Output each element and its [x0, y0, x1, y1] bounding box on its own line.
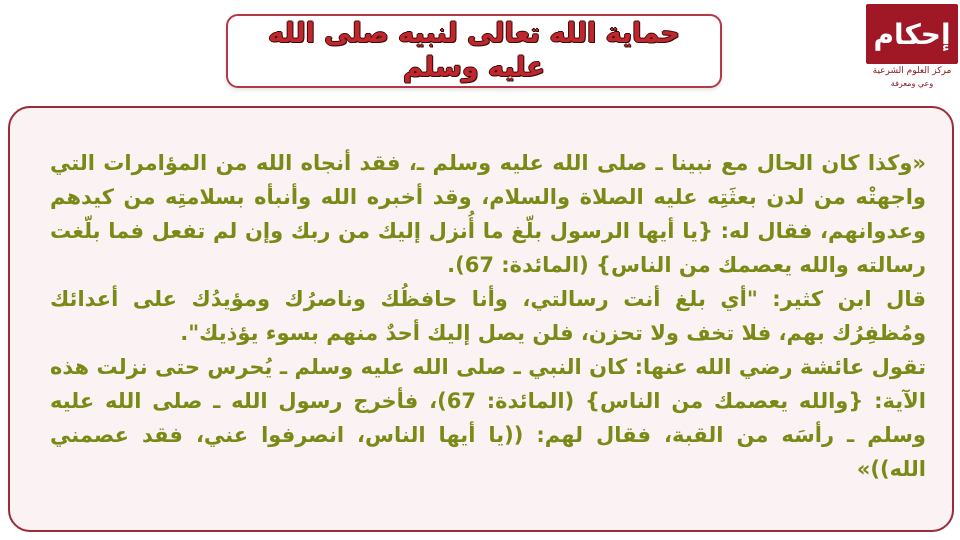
content-box: [8, 106, 954, 532]
logo-subtitle: مركز العلوم الشرعية: [872, 66, 952, 76]
page-title: حماية الله تعالى لنبيه صلى الله عليه وسلم: [268, 18, 680, 83]
paragraph-aisha: تقول عائشة رضي الله عنها: كان النبي ـ صلى الله عليه وسلم ـ يُحرس حتى نزلت هذه الآية: {والله يعصمك من الناس} (المائدة: 67)، فأخرج رسول الله ـ صلى الله عليه وسلم ـ رأسَه من القبة، فقال لهم: ((يا أيها الناس، انصرفوا عني، فقد عصمني الله))»: [50, 355, 926, 481]
paragraph-ibn-kathir: قال ابن كثير: "أي بلغ أنت رسالتي، وأنا حافظُك وناصرُك ومؤيدُك على أعدائك ومُظفِرُك بهم، فلا تخف ولا تحزن، فلن يصل إليك أحدٌ منهم بسوء يؤذيك".: [50, 287, 926, 345]
content-text: [50, 146, 926, 486]
logo: [866, 4, 958, 96]
logo-tagline: وعي ومعرفة: [890, 79, 934, 88]
logo-mark: إحكام: [866, 4, 958, 64]
paragraph-quran: «وكذا كان الحال مع نبينا ـ صلى الله عليه وسلم ـ، فقد أنجاه الله من المؤامرات التي واجهتْه من لدن بعثَتِه عليه الصلاة والسلام، وقد أخبره الله وأنبأه بسلامتِه من كيدهم وعدوانهم، فقال له: {يا أيها الرسول بلّغ ما أُنزل إليك من ربك وإن لم تفعل فما بلّغت رسالته والله يعصمك من الناس} (المائدة: 67).: [50, 151, 926, 277]
title-box: [226, 14, 722, 88]
